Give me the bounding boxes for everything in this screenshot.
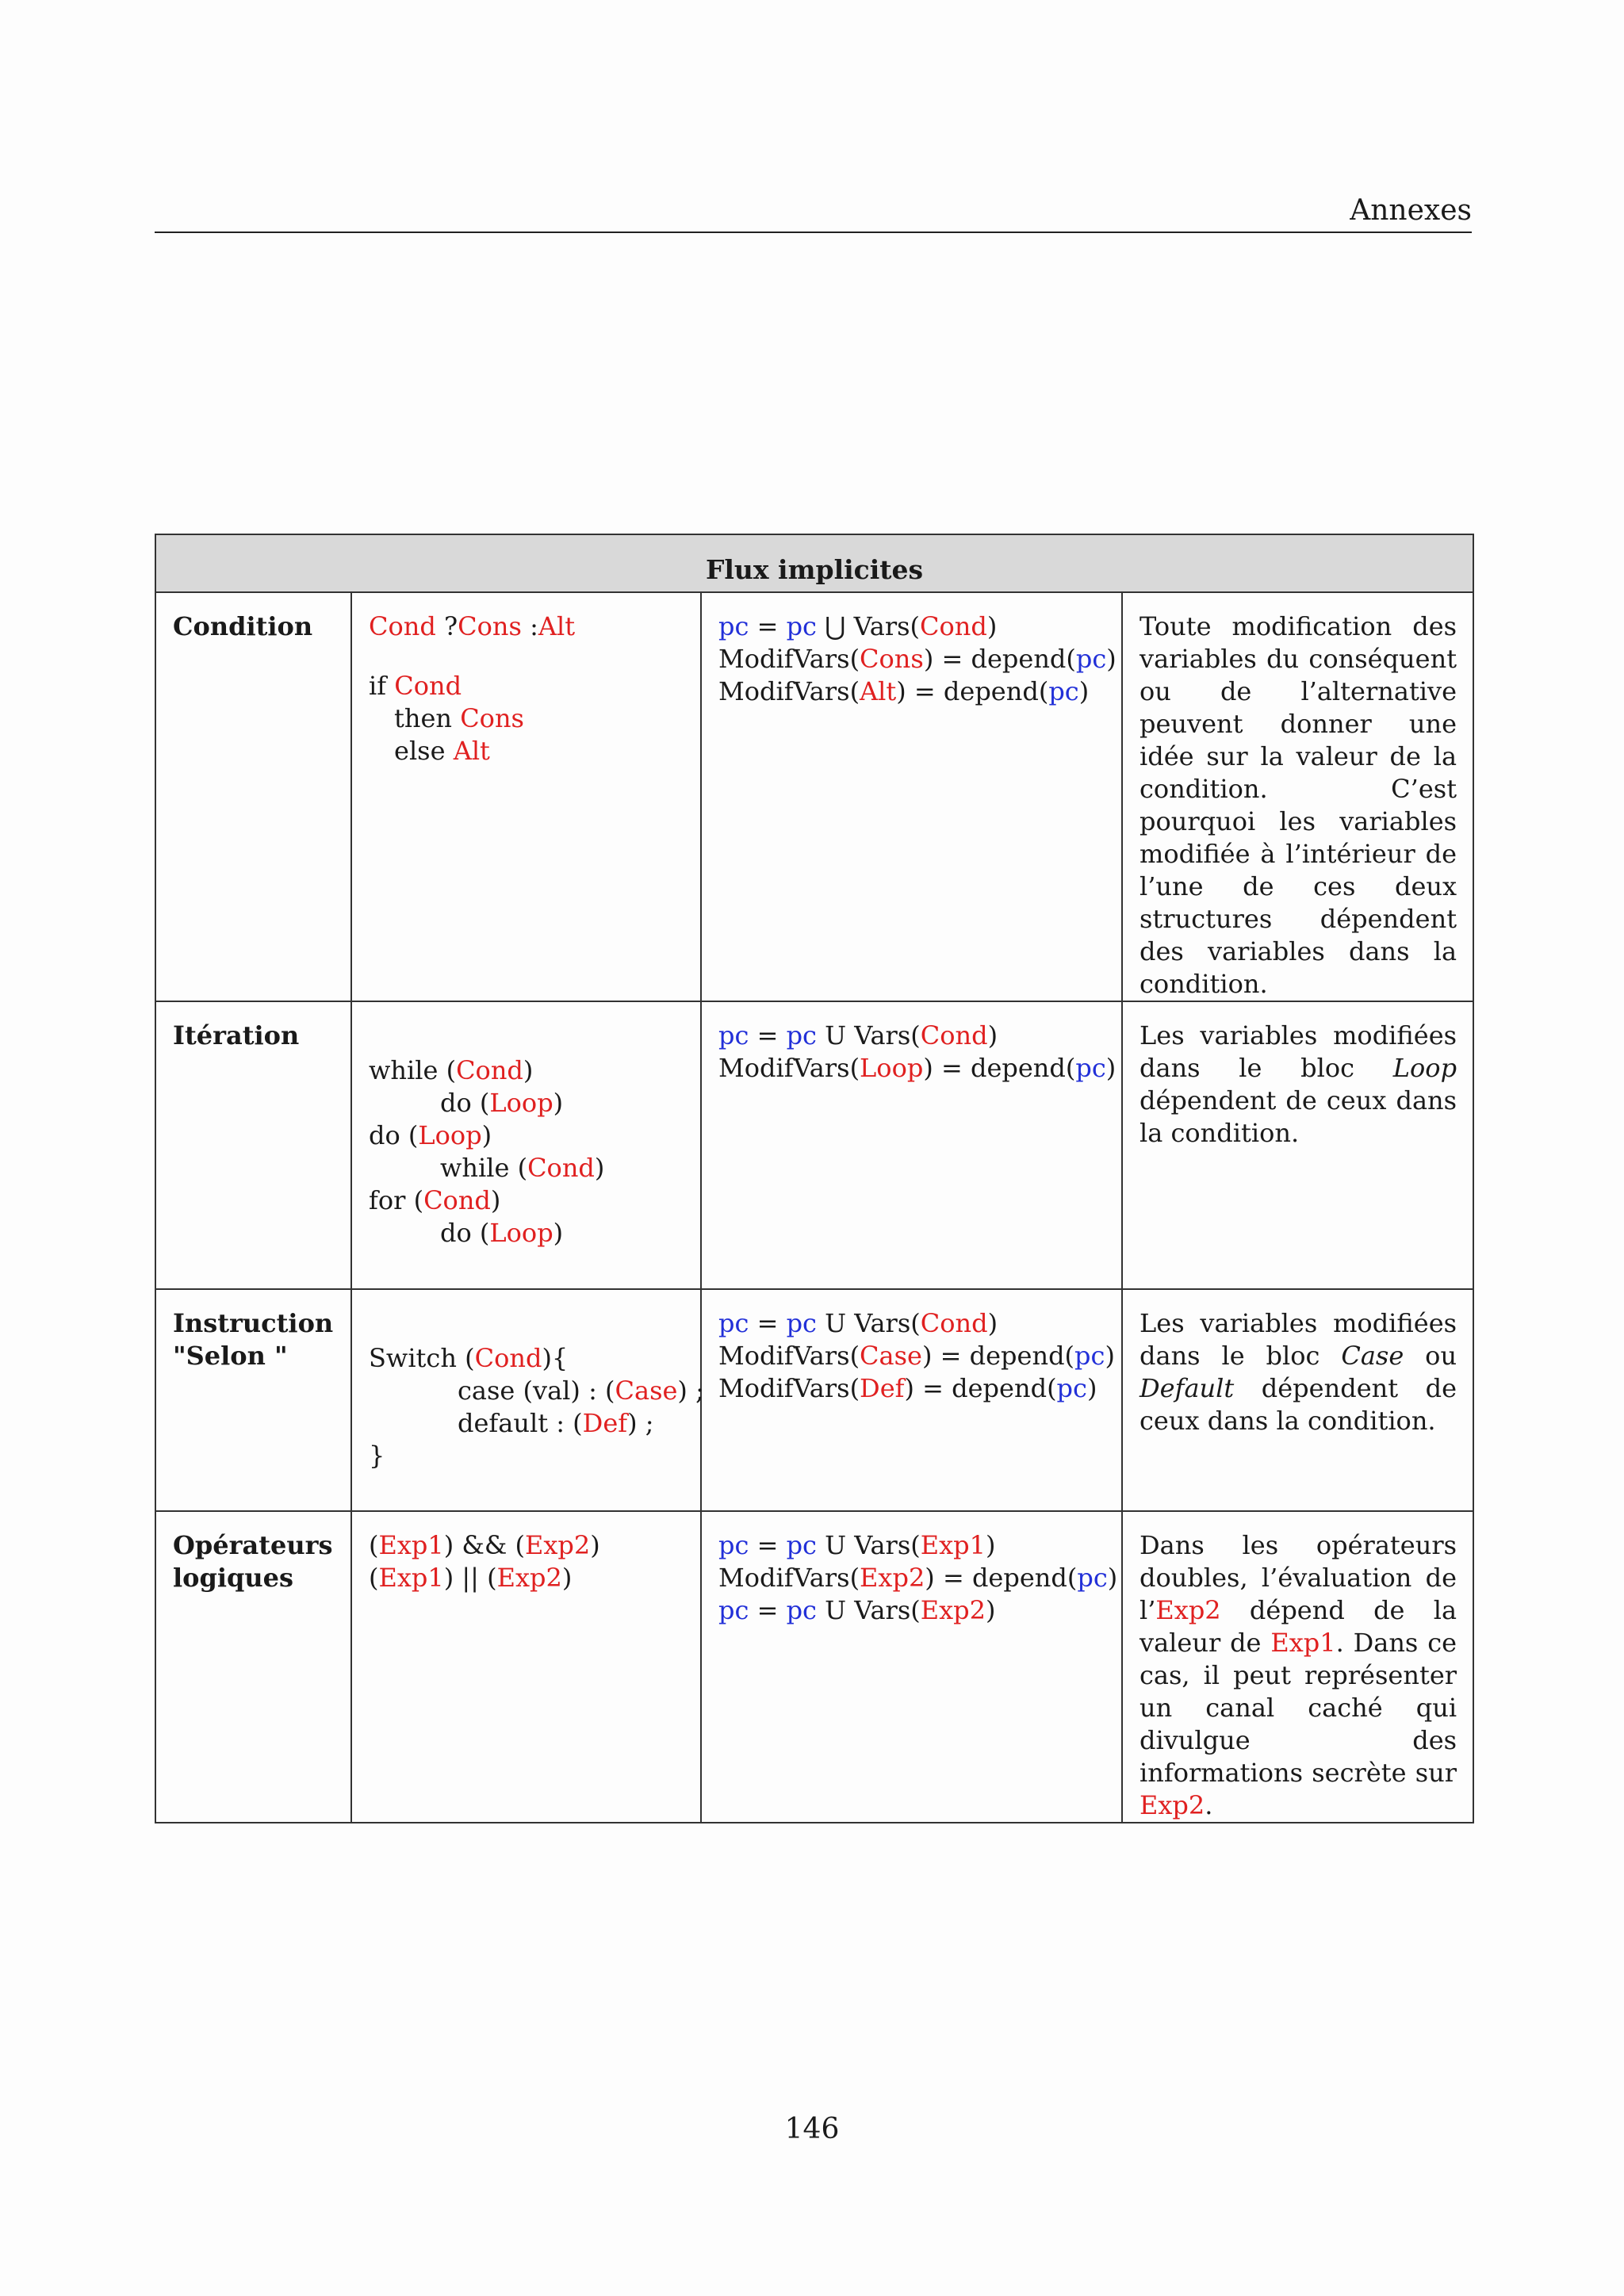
flow-line — [718, 1020, 1105, 1052]
code-token: default : ( — [458, 1408, 583, 1438]
code-token: then — [394, 703, 461, 733]
code-token: Cond — [369, 611, 436, 641]
row-label: Instruction "Selon " — [155, 1289, 351, 1511]
code-token: Loop — [489, 1088, 553, 1118]
flow-line — [718, 1562, 1118, 1594]
code-token: ) ; — [677, 1376, 704, 1406]
flow-token: pc — [786, 1595, 817, 1625]
flow-token: ) — [1105, 1053, 1116, 1083]
code-token: do ( — [369, 1120, 419, 1150]
flow-token: ) = depend( — [896, 676, 1049, 706]
flow-token: ModifVars( — [718, 1053, 860, 1083]
code-token: Loop — [489, 1218, 553, 1248]
code-cell — [351, 1289, 704, 1511]
code-token: Cons — [458, 611, 522, 641]
flow-token: pc — [718, 1308, 749, 1338]
implicit-flows-table — [155, 534, 1474, 1823]
code-token: while ( — [369, 1055, 457, 1085]
code-token: ) ; — [627, 1408, 654, 1438]
code-line — [369, 670, 684, 702]
code-token: Cond — [394, 671, 462, 701]
code-line: } — [369, 1441, 385, 1471]
code-token: do ( — [440, 1088, 490, 1118]
code-token: ) || ( — [443, 1563, 497, 1593]
code-token: ) — [553, 1088, 564, 1118]
code-line — [369, 1529, 684, 1562]
note-emphasis: Default — [1139, 1373, 1235, 1403]
table-row-iteration — [155, 1001, 1473, 1289]
code-token: ) && ( — [443, 1530, 526, 1560]
note-emphasis: Loop — [1392, 1053, 1457, 1083]
code-line — [369, 1087, 684, 1119]
flow-token: ) — [1105, 1341, 1115, 1371]
flow-token: pc — [718, 1530, 749, 1560]
flow-token: Exp2 — [920, 1595, 986, 1625]
code-token: Cond — [474, 1343, 542, 1373]
code-token: Def — [582, 1408, 628, 1438]
flow-token: ) — [987, 1308, 998, 1338]
flow-token: pc — [1075, 1053, 1106, 1083]
table-title-row — [155, 534, 1473, 592]
flow-line — [718, 1307, 1105, 1340]
flow-token: pc — [1048, 676, 1079, 706]
flow-line — [718, 1529, 1105, 1562]
code-cell — [351, 1001, 701, 1289]
note-keyword: Exp2 — [1155, 1595, 1221, 1625]
code-token: ) — [561, 1563, 573, 1593]
code-line — [369, 1217, 684, 1249]
page-number: 146 — [784, 2113, 840, 2145]
note-text: dépendent de ceux dans la condition. — [1139, 1373, 1457, 1436]
code-token: for ( — [369, 1185, 424, 1215]
code-token: ) — [490, 1185, 501, 1215]
note-text: dépend de la valeur de — [1139, 1595, 1457, 1658]
code-token: ) — [481, 1120, 492, 1150]
code-token: Cond — [456, 1055, 523, 1085]
flow-token: ) — [985, 1530, 996, 1560]
flow-token: ModifVars( — [718, 1373, 860, 1403]
note-keyword: Exp1 — [1270, 1628, 1336, 1658]
flow-token: ) — [986, 611, 998, 641]
note-text: dépendent de ceux dans la condition. — [1139, 1085, 1457, 1148]
flow-token: ModifVars( — [718, 676, 860, 706]
flow-token: pc — [1075, 644, 1107, 674]
flow-token: Cons — [860, 644, 924, 674]
flow-token: Exp1 — [920, 1530, 986, 1560]
code-token: ( — [369, 1530, 379, 1560]
code-line — [369, 702, 684, 735]
code-token: ){ — [542, 1343, 569, 1373]
code-line — [369, 735, 684, 767]
code-token: else — [394, 736, 454, 766]
flow-cell — [701, 592, 1122, 1001]
code-line — [369, 1407, 684, 1440]
code-token: Alt — [453, 736, 490, 766]
table-row-logical-operators — [155, 1511, 1473, 1823]
code-token: Exp1 — [378, 1563, 444, 1593]
flow-token: pc — [786, 1020, 817, 1050]
flow-token: Loop — [860, 1053, 924, 1083]
flow-token: pc — [1077, 1563, 1108, 1593]
table-row-switch — [155, 1289, 1473, 1511]
note-emphasis: Case — [1341, 1341, 1404, 1371]
flow-token: Def — [860, 1373, 905, 1403]
code-line — [369, 1152, 684, 1184]
flow-cell — [701, 1001, 1122, 1289]
code-line — [369, 1119, 684, 1152]
flow-cell — [701, 1511, 1122, 1823]
page-header — [155, 187, 1472, 233]
header-title: Annexes — [1350, 194, 1472, 227]
flow-token: pc — [718, 1595, 749, 1625]
flow-token: ) = depend( — [925, 1563, 1078, 1593]
code-token: ) — [594, 1153, 605, 1183]
flow-token: Cond — [920, 1308, 988, 1338]
flow-token: = — [749, 1308, 787, 1338]
flow-token: ) — [1107, 1563, 1118, 1593]
code-token: Exp2 — [525, 1530, 591, 1560]
code-token: Loop — [418, 1120, 482, 1150]
code-line — [369, 1562, 684, 1594]
flow-token: ) — [1086, 1373, 1097, 1403]
flow-token: = — [749, 611, 787, 641]
code-token: Alt — [538, 611, 576, 641]
flow-token: Cond — [920, 1020, 988, 1050]
code-token: ? — [435, 611, 458, 641]
code-token: ( — [369, 1563, 379, 1593]
flow-line — [718, 1052, 1116, 1085]
flow-token: pc — [1056, 1373, 1087, 1403]
row-label: Condition — [155, 592, 351, 1001]
code-token: Cond — [527, 1153, 595, 1183]
code-line — [369, 1054, 684, 1087]
flow-token: ) — [985, 1595, 996, 1625]
flow-line — [718, 1594, 1105, 1627]
flow-token: Alt — [860, 676, 897, 706]
code-line — [369, 1375, 704, 1407]
flow-token: pc — [718, 1020, 749, 1050]
code-token: if — [369, 671, 395, 701]
code-line — [369, 1184, 684, 1217]
code-token: ) — [553, 1218, 564, 1248]
note-text: Les variables modifiées dans le bloc — [1139, 1308, 1457, 1371]
flow-token: Cond — [920, 611, 987, 641]
flow-token: ModifVars( — [718, 644, 860, 674]
flow-token: ModifVars( — [718, 1341, 860, 1371]
flow-token: U Vars( — [816, 1020, 921, 1050]
flow-token: pc — [786, 1308, 817, 1338]
flow-token: pc — [1074, 1341, 1105, 1371]
flow-token: ) = depend( — [923, 1053, 1076, 1083]
flow-token: ) = depend( — [923, 644, 1076, 674]
code-token: Case — [615, 1376, 678, 1406]
code-token: Exp1 — [378, 1530, 444, 1560]
flow-line — [718, 610, 1105, 643]
flow-token: ModifVars( — [718, 1563, 860, 1593]
code-cell — [351, 1511, 701, 1823]
note-cell — [1122, 1511, 1473, 1823]
note-cell — [1122, 1289, 1473, 1511]
code-token: Exp2 — [496, 1563, 562, 1593]
code-cell — [351, 592, 701, 1001]
note-cell: Toute modification des variables du conséquent ou de l’alternative peuvent donner une idée sur la valeur de la condition. C’est pourquoi les variables modifiée à l’intérieur de l’une de ces deux structures dépendent des variables dans la condition. — [1122, 592, 1473, 1001]
code-token: Cond — [423, 1185, 491, 1215]
flow-token: ) = depend( — [904, 1373, 1057, 1403]
row-label: Itération — [155, 1001, 351, 1289]
table-row-condition — [155, 592, 1473, 1001]
flow-token: pc — [786, 1530, 817, 1560]
note-text: ou — [1404, 1341, 1457, 1371]
note-text: Les variables modifiées dans le bloc — [1139, 1020, 1457, 1083]
note-text: . — [1205, 1790, 1213, 1820]
table-title: Flux implicites — [155, 534, 1473, 592]
flow-token: U Vars( — [816, 1595, 921, 1625]
flow-token: = — [749, 1530, 787, 1560]
flow-token: ⋃ Vars( — [816, 611, 921, 641]
flow-token: ) — [1078, 676, 1090, 706]
flow-token: pc — [786, 611, 817, 641]
flow-token: = — [749, 1595, 787, 1625]
note-keyword: Exp2 — [1139, 1790, 1205, 1820]
flow-line — [718, 1372, 1105, 1405]
code-token: ) — [590, 1530, 600, 1560]
code-token: Switch ( — [369, 1343, 475, 1373]
code-token: : — [521, 611, 538, 641]
code-line — [369, 1342, 684, 1375]
flow-token: Exp2 — [860, 1563, 925, 1593]
flow-token: pc — [718, 611, 749, 641]
code-line — [369, 610, 684, 643]
flow-line — [718, 1340, 1115, 1372]
note-text: . Dans ce cas, il peut représenter un canal caché qui divulgue des informations secrète sur — [1139, 1628, 1457, 1788]
flow-token: ) — [1106, 644, 1116, 674]
flow-token: ) — [987, 1020, 998, 1050]
flow-token: Case — [860, 1341, 922, 1371]
code-token: ) — [523, 1055, 534, 1085]
flow-token: U Vars( — [816, 1530, 921, 1560]
flow-token: ) = depend( — [921, 1341, 1075, 1371]
flow-token: = — [749, 1020, 787, 1050]
flow-cell — [701, 1289, 1122, 1511]
code-token: do ( — [440, 1218, 490, 1248]
row-label: Opérateurs logiques — [155, 1511, 351, 1823]
flow-line — [718, 675, 1105, 708]
code-token: while ( — [440, 1153, 528, 1183]
flow-line — [718, 643, 1116, 675]
flow-token: U Vars( — [816, 1308, 921, 1338]
code-token: case (val) : ( — [458, 1376, 615, 1406]
code-token: Cons — [460, 703, 524, 733]
note-text: Dans les opérateurs doubles, l’évaluation de l’ — [1139, 1530, 1457, 1625]
note-cell — [1122, 1001, 1473, 1289]
spacer — [369, 643, 684, 670]
